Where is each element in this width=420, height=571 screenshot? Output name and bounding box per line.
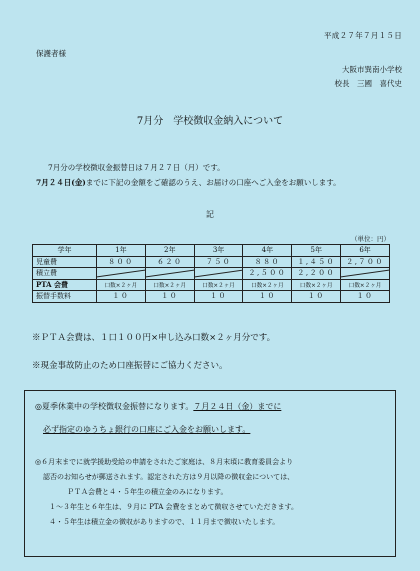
table-cell: ２,２００	[292, 268, 341, 280]
table-row	[33, 268, 390, 280]
page-title: 7月分 学校徴収金納入について	[136, 116, 284, 127]
table-cell: ７５０	[194, 256, 243, 268]
table-cell: １０	[243, 291, 292, 303]
table-cell-empty	[194, 268, 243, 280]
summer-deadline: ７月２４日（金）までに	[193, 402, 282, 411]
table-cell: ２,５００	[243, 268, 292, 280]
school-name: 大阪市巽南小学校	[342, 65, 402, 74]
table-header: 5年	[292, 245, 341, 257]
row-label: 振替手数料	[33, 291, 97, 303]
principal-name: 校長 三國 喜代史	[334, 79, 402, 88]
table-cell: １０	[145, 291, 194, 303]
ki-heading: 記	[206, 210, 214, 219]
assistance-line-2: 認否のお知らせが郵送されます。認定された方は９月以降の徴収金については、	[43, 473, 295, 481]
table-cell: １,４５０	[292, 256, 341, 268]
table-cell: ６２０	[145, 256, 194, 268]
deadline-date: 7月２４日(金)	[36, 178, 86, 187]
table-cell: １０	[292, 291, 341, 303]
table-cell: ８８０	[243, 256, 292, 268]
unit-label: （単位：円）	[351, 235, 390, 243]
summer-notice-text: ◎夏季休業中の学校徴収金振替になります。	[35, 402, 194, 411]
recipient: 保護者様	[36, 49, 66, 58]
row-label: 積立費	[33, 268, 97, 280]
table-row	[33, 279, 390, 291]
table-cell: １０	[341, 291, 390, 303]
table-row	[33, 256, 390, 268]
table-cell: 口数×２ヶ月	[194, 279, 243, 291]
notice-box	[24, 390, 396, 557]
table-header-row	[33, 245, 390, 257]
payment-date-paragraph: 7月分の学校徴収金振替日は７月２７日（月）です。	[48, 163, 225, 172]
assistance-line-1: ◎６月末までに就学援助受給の申請をされたご家庭は、８月末頃に教育委員会より	[35, 458, 294, 466]
table-cell-empty	[341, 268, 390, 280]
fee-table	[32, 244, 390, 303]
table-row	[33, 291, 390, 303]
table-cell: 口数×２ヶ月	[145, 279, 194, 291]
table-cell-empty	[97, 268, 146, 280]
table-cell: 口数×２ヶ月	[292, 279, 341, 291]
cash-accident-note: ※現金事故防止のため口座振替にご協力ください。	[32, 361, 228, 371]
assistance-line-5: ４・５年生は積立金の徴収がありますので、１１月まで徴収いたします。	[49, 518, 280, 526]
table-cell-empty	[145, 268, 194, 280]
table-header: 6年	[341, 245, 390, 257]
deposit-request-paragraph	[36, 177, 341, 188]
table-cell: １０	[97, 291, 146, 303]
table-header: 4年	[243, 245, 292, 257]
table-cell: ８００	[97, 256, 146, 268]
table-header: 2年	[145, 245, 194, 257]
table-header: 学年	[33, 245, 97, 257]
table-cell: 口数×２ヶ月	[243, 279, 292, 291]
table-cell: 口数×２ヶ月	[97, 279, 146, 291]
assistance-line-4: １～３年生と６年生は、９月に PTA 会費をまとめて徴収させていただきます。	[49, 503, 298, 511]
pta-fee-note: ※ＰＴＡ会費は、１口１００円×申し込み口数×２ヶ月分です。	[32, 333, 276, 343]
table-header: 1年	[97, 245, 146, 257]
table-header: 3年	[194, 245, 243, 257]
assistance-line-3: ＰＴＡ会費と４・５年生の積立金のみになります。	[67, 488, 228, 496]
deposit-request-text: までに下記の金額をご確認のうえ、お届けの口座へご入金をお願いします。	[85, 178, 341, 187]
deposit-instruction: 必ず指定のゆうちょ銀行の口座にご入金をお願いします。	[43, 425, 251, 434]
table-cell: ２,７００	[341, 256, 390, 268]
date: 平成２７年７月１５日	[324, 31, 402, 40]
table-cell: 口数×２ヶ月	[341, 279, 390, 291]
summer-notice-line	[35, 401, 281, 412]
row-label: PTA 会費	[33, 279, 97, 291]
table-cell: １０	[194, 291, 243, 303]
row-label: 児童費	[33, 256, 97, 268]
